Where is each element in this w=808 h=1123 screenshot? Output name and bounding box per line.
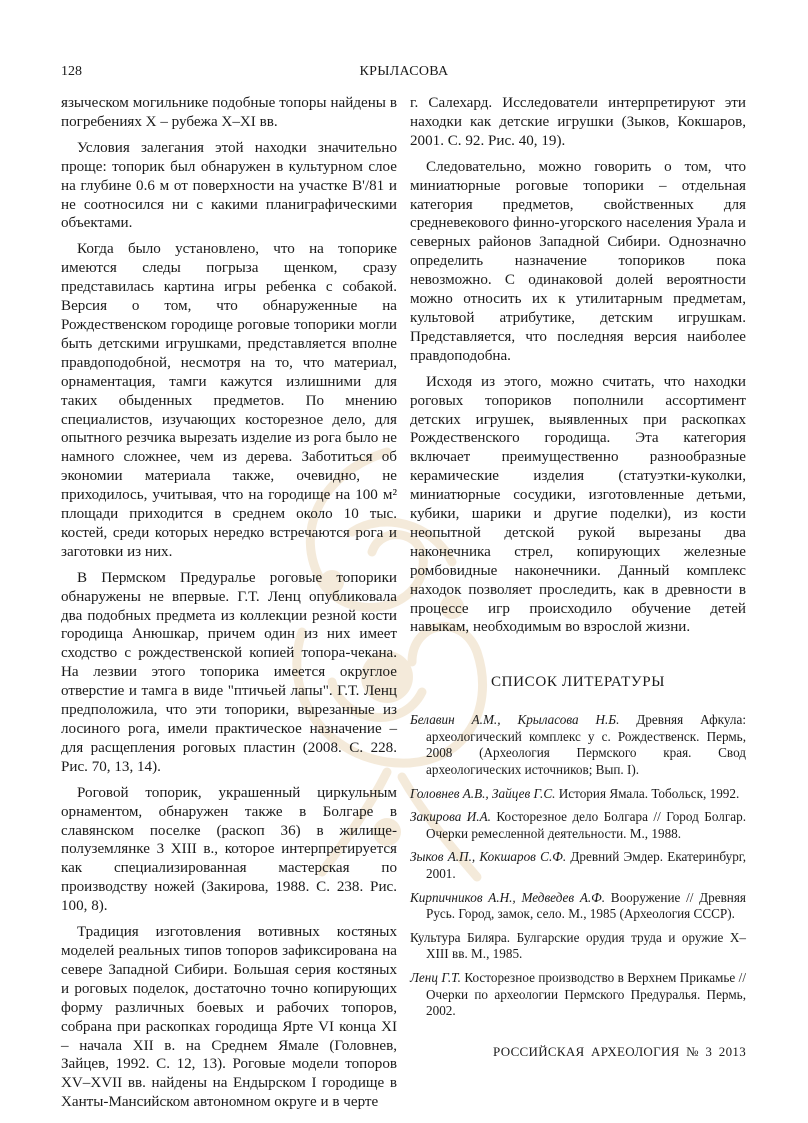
reference-authors: Белавин А.М., Крыласова Н.Б. [410, 712, 620, 728]
reference-item [410, 849, 746, 882]
paragraph: Следовательно, можно говорить о том, что миниатюрные роговые топорики – отдельная категория предметов, свойственных для средневекового финно-угорского населения Урала и северных районов Западной Сибири. Однозначно определить назначение топориков пока невозможно. С одинаковой долей вероятности можно относить их к утилитарным предметам, культовой атрибутике, детским игрушкам. Представляется, что последняя версия наиболее правдоподобна. [410, 158, 746, 364]
paragraph: В Пермском Предуралье роговые топорики обнаружены не впервые. Г.Т. Ленц опубликовала два подобных предмета из коллекции резной кости городища Анюшкар, причем один из них имеет сходство с рождественской копией топора-чекана. На лезвии этого топорика имеется округлое отверстие и тамга в виде "птичьей лапы". Г.Т. Ленц предположила, что эти топорики, вырезанные из лосиного рога, имели практическое назначение – для расщепления роговых пластин (2008. С. 228. Рис. 70, 13, 14). [61, 569, 397, 775]
reference-item [410, 970, 746, 1020]
reference-text: Косторезное дело Болгара // Город Болгар. Очерки ремесленной деятельности. М., 1988. [426, 809, 746, 841]
reference-item [410, 786, 746, 803]
reference-text: Древняя Афкула: археологический комплекс у с. Рождественск. Пермь, 2008 (Археология Пермского края. Свод археологических источников; Вып. I). [426, 712, 746, 778]
paragraph: Роговой топорик, украшенный циркульным орнаментом, обнаружен также в Болгаре в славянском поселке (раскоп 36) в жилище-полуземлянке 3 XIII в., которое интерпретируется как специализированная мастерская по производству ножей (Закирова, 1988. С. 238. Рис. 100, 8). [61, 784, 397, 915]
paragraph: Когда было установлено, что на топорике имеются следы погрызa щенком, сразу представилась картина игры ребенка с собакой. Версия о том, что обнаруженные на Рождественском городище роговые топорики могли быть детскими игрушками, представляется вполне правдоподобной, несмотря на то, что материал, орнаментация, тамги кажутся излишними для таких обыденных предметов. По мнению специалистов, изучающих косторезное дело, для опытного резчика вырезать изделие из рога было не намного сложнее, чем из дерева. Заботиться об экономии материала также, очевидно, не приходилось, учитывая, что на городище на 100 м² площади приходится в среднем около 10 тыс. костей, среди которых нередко встречаются рога и заготовки из них. [61, 241, 397, 560]
reference-text: Косторезное производство в Верхнем Прикамье // Очерки по археологии Пермского Предуралья. Пермь, 2002. [426, 970, 746, 1019]
reference-authors: Головнев А.В., Зайцев Г.С. [410, 785, 556, 801]
paragraph: Традиция изготовления вотивных костяных моделей реальных типов топоров зафиксирована на севере Западной Сибири. Большая серия костяных и роговых поделок, достаточно точно копирующих форму различных боевых и рабочих топоров, собрана при раскопках городища Ярте VI конца XI – начала XII в. на Среднем Ямале (Головнев, Зайцев, 1992. С. 12, 13). Роговые модели топоров XV–XVII вв. найдены на Ендырском I городище в Ханты-Мансийском автономном округе и в черте [61, 924, 397, 1111]
reference-authors: Кирпичников А.Н., Медведев А.Ф. [410, 889, 606, 905]
reference-text: История Ямала. Тобольск, 1992. [555, 785, 740, 801]
reference-item [410, 930, 746, 963]
paragraph: Исходя из этого, можно считать, что находки роговых топориков пополнили ассортимент детских игрушек, выявленных при раскопках Рождественского городища. Эта категория включает преимущественно разнообразные керамические изделия (статуэтки-куколки, миниатюрные сосудики, изготовленные детьми, кубики, шарики и другие поделки), из кости неопытной детской рукой вырезаны два наконечника стрел, копирующих железные ромбовидные наконечники. Данный комплекс находок позволяет проследить, как в древности в процессе игр происходило обучение детей навыкам, необходимым во взрослой жизни. [410, 373, 746, 636]
reference-item [410, 712, 746, 778]
reference-authors: Ленц Г.Т. [410, 970, 461, 985]
reference-text: Культура Биляра. Булгарские орудия труда и оружие X–XIII вв. М., 1985. [410, 929, 746, 962]
reference-item [410, 809, 746, 842]
journal-footer [493, 1044, 746, 1060]
paragraph: г. Салехард. Исследователи интерпретируют эти находки как детские игрушки (Зыков, Кокшаров, 2001. С. 92. Рис. 40, 19). [410, 95, 746, 149]
paragraph: языческом могильнике подобные топоры найдены в погребениях X – рубежа X–XI вв. [61, 95, 397, 130]
reference-item [410, 890, 746, 923]
left-column [61, 94, 397, 1119]
right-column [410, 94, 746, 1027]
reference-authors: Зыков А.П., Кокшаров С.Ф. [410, 849, 567, 865]
reference-text: Вооружение // Древняя Русь. Город, замок, село. М., 1985 (Археология СССР). [426, 889, 746, 922]
page-number: 128 [61, 64, 82, 79]
journal-name: РОССИЙСКАЯ АРХЕОЛОГИЯ [493, 1044, 680, 1059]
bibliography-title: СПИСОК ЛИТЕРАТУРЫ [491, 674, 665, 691]
reference-authors: Закирова И.А. [410, 809, 491, 825]
journal-year: 2013 [718, 1044, 746, 1059]
running-title: КРЫЛАСОВА [359, 64, 449, 79]
journal-issue: № 3 [686, 1044, 713, 1059]
paragraph: Условия залегания этой находки значительно проще: топорик был обнаружен в культурном слое на глубине 0.6 м от поверхности на участке В'/81 и не соотносился ни с какими планиграфическими объектами. [61, 139, 397, 232]
reference-text: Древний Эмдер. Екатеринбург, 2001. [426, 849, 747, 882]
